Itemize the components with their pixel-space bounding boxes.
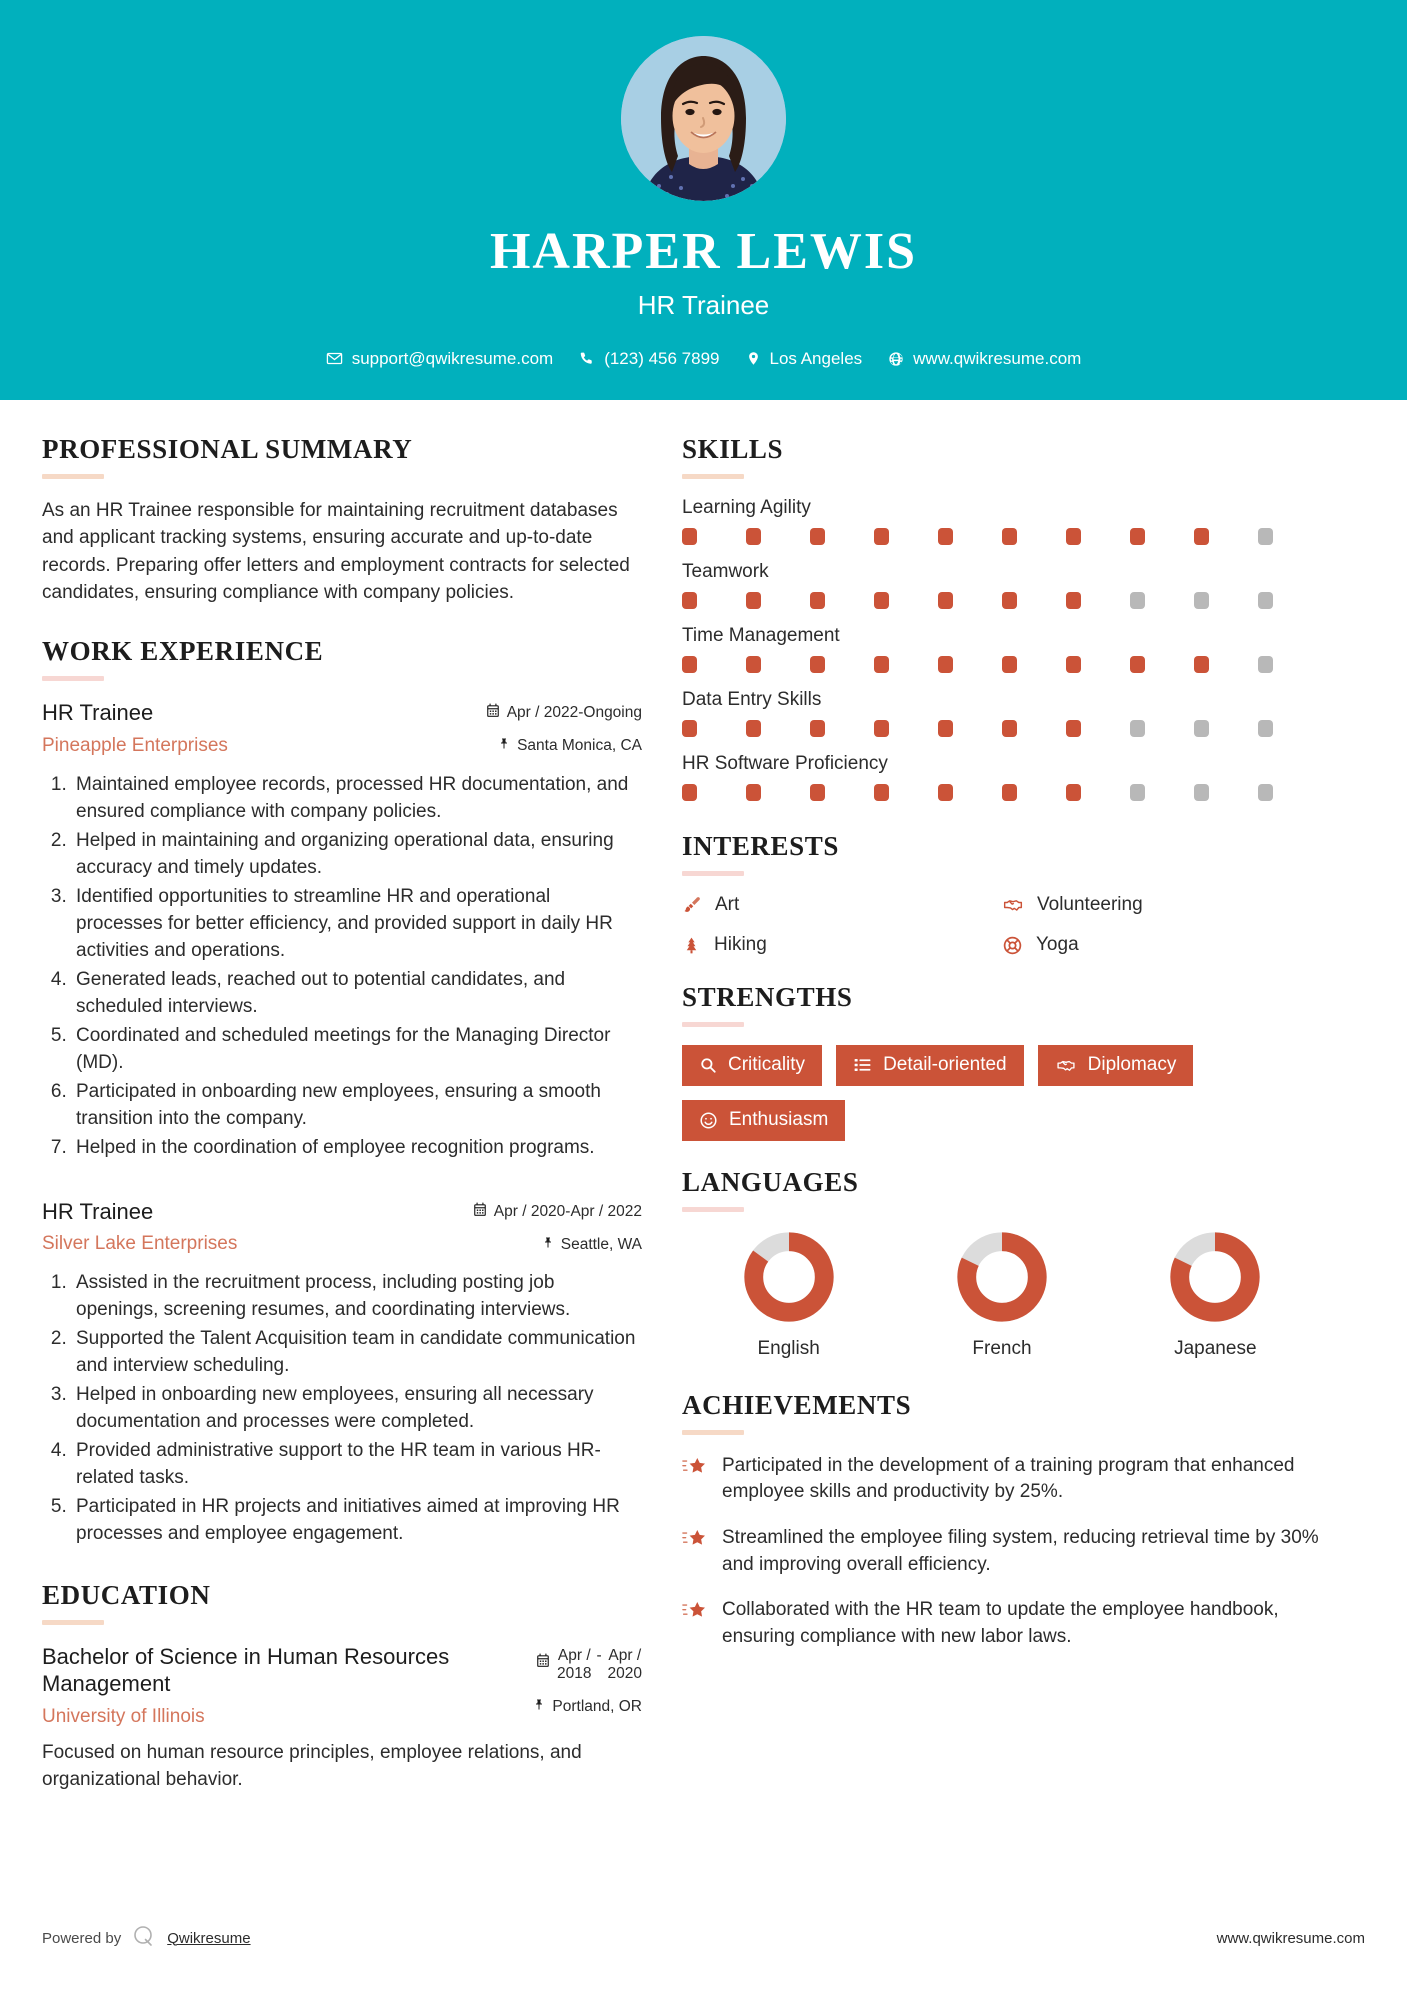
skill-dot	[1130, 720, 1145, 737]
skill-dot	[810, 720, 825, 737]
work-entry	[42, 699, 642, 1161]
skill-dot	[1194, 592, 1209, 609]
section-title-interests: INTERESTS	[682, 831, 839, 861]
skill-rating	[682, 592, 1322, 609]
skill-item	[682, 497, 1322, 545]
skill-dot	[874, 656, 889, 673]
skill-dot	[1002, 528, 1017, 545]
section-title-languages: LANGUAGES	[682, 1166, 859, 1197]
work-bullets	[42, 772, 642, 1162]
section-rule	[682, 1430, 744, 1435]
skill-item	[682, 625, 1322, 673]
skill-dot	[874, 592, 889, 609]
resume-header	[0, 0, 1407, 400]
section-title-skills: SKILLS	[682, 434, 784, 464]
page-title: HARPER LEWIS	[489, 223, 918, 280]
work-bullets	[42, 1270, 642, 1548]
education-entry-right	[533, 1643, 642, 1717]
work-company: Silver Lake Enterprises	[42, 1233, 238, 1254]
work-entry-left	[42, 1198, 473, 1256]
list-item: 2. Supported the Talent Acquisition team in candidate communication and interview scheduling.	[72, 1326, 642, 1380]
language-label: Japanese	[1174, 1337, 1257, 1359]
pin-icon	[542, 1235, 554, 1255]
language-item	[1109, 1230, 1322, 1360]
pin-icon	[533, 1697, 545, 1717]
skill-dot	[1258, 528, 1273, 545]
strength-diplomacy	[1038, 1045, 1194, 1086]
header-job-title: HR Trainee	[637, 289, 770, 320]
spacer	[42, 606, 642, 636]
skill-dot	[1194, 720, 1209, 737]
list-item: 7. Helped in the coordination of employee recognition programs.	[72, 1135, 642, 1162]
education-degree: Bachelor of Science in Human Resources Management	[42, 1643, 450, 1697]
globe-icon	[888, 351, 904, 367]
skill-dot	[682, 528, 697, 545]
list-item: 1. Maintained employee records, processed HR documentation, and ensured compliance with company policies.	[72, 772, 642, 826]
work-location	[486, 736, 642, 756]
skill-dot	[682, 720, 697, 737]
strength-label: Detail-oriented	[883, 1054, 1007, 1075]
interest-volunteering	[1002, 894, 1322, 916]
skill-dot	[938, 720, 953, 737]
skill-dot	[1002, 784, 1017, 801]
powered-by	[42, 1924, 251, 1952]
skill-label: Teamwork	[682, 561, 769, 582]
work-dates-text: Apr / 2022-Ongoing	[506, 704, 642, 722]
spacer	[682, 956, 1322, 982]
section-rule	[682, 871, 744, 876]
list-item: 2. Helped in maintaining and organizing operational data, ensuring accuracy and timely updates.	[72, 828, 642, 882]
star-icon	[682, 1453, 708, 1478]
skill-dot	[1066, 656, 1081, 673]
skill-dot	[682, 592, 697, 609]
contact-email[interactable]	[326, 349, 554, 369]
skill-dot	[746, 720, 761, 737]
strengths-list	[682, 1045, 1322, 1141]
section-languages	[682, 1167, 1322, 1360]
work-company: Pineapple Enterprises	[42, 734, 228, 756]
work-entry-head	[42, 699, 642, 757]
skill-dot	[682, 656, 697, 673]
language-donut	[955, 1230, 1049, 1324]
section-strengths	[682, 982, 1322, 1141]
handshake-icon	[1055, 1056, 1077, 1075]
spacer	[42, 1550, 642, 1580]
skill-label: HR Software Proficiency	[682, 753, 888, 774]
interests-grid	[682, 894, 1322, 956]
strength-label: Criticality	[728, 1054, 806, 1075]
skill-dot	[1130, 784, 1145, 801]
contact-phone[interactable]	[579, 349, 719, 369]
list-item: 4. Generated leads, reached out to potential candidates, and scheduled interviews.	[72, 967, 642, 1021]
skill-dot	[746, 528, 761, 545]
work-entry-head	[42, 1198, 642, 1256]
tree-icon	[682, 935, 701, 956]
skill-dot	[746, 784, 761, 801]
skill-item	[682, 561, 1322, 609]
skill-item	[682, 689, 1322, 737]
education-date-start	[557, 1647, 591, 1684]
achievement-text: Participated in the development of a training program that enhanced employee skills and productivity by 25%.	[722, 1454, 1295, 1503]
list-item: 6. Participated in onboarding new employees, ensuring a smooth transition into the company.	[72, 1079, 642, 1133]
contact-location[interactable]	[746, 349, 863, 369]
section-title-summary: PROFESSIONAL SUMMARY	[42, 434, 413, 464]
education-dates	[533, 1647, 642, 1684]
language-label: French	[972, 1337, 1032, 1359]
skill-dot	[1194, 784, 1209, 801]
section-rule	[682, 1022, 744, 1027]
list-item: 3. Helped in onboarding new employees, ensuring all necessary documentation and processes were completed.	[72, 1382, 642, 1436]
calendar-icon	[486, 703, 500, 723]
work-entry-right	[473, 1198, 642, 1255]
contact-row	[0, 349, 1407, 369]
section-rule	[682, 1207, 744, 1212]
skill-dot	[874, 784, 889, 801]
education-school: University of Illinois	[42, 1705, 205, 1727]
skill-label: Data Entry Skills	[682, 689, 822, 710]
skill-dot	[1258, 592, 1273, 609]
resume-body	[0, 400, 1407, 1794]
section-title-work: WORK EXPERIENCE	[42, 636, 324, 667]
work-location	[473, 1235, 642, 1255]
skill-dot	[1066, 528, 1081, 545]
strength-label: Diplomacy	[1087, 1054, 1177, 1075]
avatar	[621, 36, 786, 201]
work-location-text: Santa Monica, CA	[517, 737, 642, 755]
skill-label: Time Management	[682, 625, 840, 646]
education-entry-head	[42, 1643, 642, 1728]
language-item	[895, 1230, 1108, 1360]
section-work-experience	[42, 636, 642, 1547]
contact-email-text: support@qwikresume.com	[351, 348, 554, 368]
skill-dot	[1194, 656, 1209, 673]
list-item: 5. Participated in HR projects and initiatives aimed at improving HR processes and employee engagement.	[72, 1494, 642, 1548]
work-entry-left	[42, 699, 486, 757]
interest-label: Hiking	[714, 934, 767, 955]
interest-hiking	[682, 934, 1002, 956]
summary-text: As an HR Trainee responsible for maintaining recruitment databases and applicant tracking systems, ensuring accurate and up-to-date records. Preparing offer letters and employment contracts for selected candidates, ensuring compliance with company policies.	[42, 500, 630, 604]
list-item: 5. Coordinated and scheduled meetings for the Managing Director (MD).	[72, 1023, 642, 1077]
avatar-photo	[621, 36, 786, 201]
interest-label: Yoga	[1036, 934, 1079, 955]
skill-dot	[1130, 528, 1145, 545]
skill-item	[682, 753, 1322, 801]
skill-rating	[682, 528, 1322, 545]
language-donut	[742, 1230, 836, 1324]
skill-dot	[938, 784, 953, 801]
education-description: Focused on human resource principles, employee relations, and organizational behavior.	[42, 1741, 582, 1790]
work-role: HR Trainee	[42, 1198, 154, 1224]
skill-dot	[938, 528, 953, 545]
achievement-text: Streamlined the employee filing system, reducing retrieval time by 30% and improving overall efficiency.	[722, 1526, 1319, 1575]
phone-icon	[579, 351, 595, 367]
star-icon	[682, 1597, 708, 1622]
achievement-text: Collaborated with the HR team to update the employee handbook, ensuring compliance with new labor laws.	[722, 1599, 1279, 1647]
skill-dot	[810, 592, 825, 609]
section-interests	[682, 831, 1322, 956]
education-dates-text	[557, 1647, 642, 1684]
search-icon	[699, 1056, 717, 1074]
skill-dot	[746, 592, 761, 609]
list-item: 3. Identified opportunities to streamline HR and operational processes for better efficiency, and provided support in daily HR activities and operations.	[72, 884, 642, 965]
achievements-list	[682, 1453, 1322, 1651]
skill-dot	[874, 720, 889, 737]
achievement-item	[682, 1597, 1322, 1650]
work-dates	[486, 703, 642, 723]
skill-rating	[682, 784, 1322, 801]
strength-enthusiasm	[682, 1100, 845, 1141]
education-location	[533, 1697, 642, 1717]
work-dates-text: Apr / 2020-Apr / 2022	[493, 1202, 642, 1220]
page-footer	[0, 1924, 1407, 1952]
section-rule	[42, 1620, 104, 1625]
work-entry-right	[486, 699, 642, 756]
skill-dot	[1002, 656, 1017, 673]
section-professional-summary	[42, 434, 642, 606]
footer-url[interactable]: www.qwikresume.com	[1216, 1929, 1365, 1947]
interest-yoga	[1002, 934, 1322, 956]
lifebuoy-icon	[1002, 935, 1023, 956]
skill-dot	[1066, 784, 1081, 801]
skill-dot	[874, 528, 889, 545]
work-location-text: Seattle, WA	[560, 1235, 642, 1253]
skill-dot	[810, 528, 825, 545]
spacer	[682, 1360, 1322, 1390]
interest-label: Volunteering	[1037, 894, 1143, 915]
education-entry	[42, 1643, 642, 1794]
star-icon	[682, 1525, 708, 1550]
section-rule	[682, 474, 744, 479]
spacer	[682, 817, 1322, 831]
education-date-start-year: 2018	[557, 1665, 592, 1683]
section-rule	[42, 676, 104, 681]
interest-label: Art	[715, 894, 740, 915]
qwikresume-logo-icon	[132, 1924, 156, 1952]
contact-website-text: www.qwikresume.com	[913, 348, 1082, 368]
education-location-text: Portland, OR	[552, 1697, 642, 1715]
paintbrush-icon	[682, 895, 702, 915]
skill-dot	[1194, 528, 1209, 545]
skill-dot	[810, 784, 825, 801]
contact-location-text: Los Angeles	[769, 348, 863, 368]
left-column	[42, 434, 642, 1794]
skill-dot	[938, 656, 953, 673]
section-title-strengths: STRENGTHS	[682, 982, 853, 1012]
work-entry	[42, 1198, 642, 1548]
strength-detail-oriented	[836, 1045, 1024, 1086]
skill-label: Learning Agility	[682, 497, 811, 518]
smiley-icon	[699, 1111, 718, 1130]
envelope-icon	[326, 350, 343, 367]
education-entry-left	[42, 1643, 533, 1728]
spacer	[42, 1164, 642, 1198]
spacer	[682, 1141, 1322, 1167]
skill-dot	[1130, 656, 1145, 673]
education-date-start-month: Apr /	[557, 1646, 591, 1664]
section-title-achievements: ACHIEVEMENTS	[682, 1389, 912, 1420]
skill-dot	[1130, 592, 1145, 609]
education-date-end	[608, 1647, 642, 1684]
skill-dot	[1258, 784, 1273, 801]
right-column	[682, 434, 1322, 1794]
skill-dot	[746, 656, 761, 673]
contact-website[interactable]	[888, 349, 1081, 369]
calendar-icon	[536, 1647, 550, 1673]
skill-dot	[1002, 720, 1017, 737]
skill-dot	[682, 784, 697, 801]
skills-list	[682, 497, 1322, 801]
section-title-education: EDUCATION	[42, 1579, 211, 1610]
interest-art	[682, 894, 1002, 916]
powered-by-label: Powered by	[42, 1929, 122, 1947]
education-date-end-month: Apr /	[608, 1646, 642, 1664]
achievement-item	[682, 1453, 1322, 1506]
languages-row	[682, 1230, 1322, 1360]
strength-criticality	[682, 1045, 822, 1086]
language-item	[682, 1230, 895, 1360]
qwikresume-link[interactable]: Qwikresume	[167, 1929, 251, 1947]
pin-icon	[498, 736, 510, 756]
skill-dot	[938, 592, 953, 609]
location-pin-icon	[746, 350, 761, 367]
language-label: English	[757, 1337, 820, 1359]
section-achievements	[682, 1390, 1322, 1651]
work-role: HR Trainee	[42, 700, 154, 726]
list-item: 4. Provided administrative support to the HR team in various HR-related tasks.	[72, 1438, 642, 1492]
strength-label: Enthusiasm	[729, 1108, 829, 1130]
skill-dot	[1258, 656, 1273, 673]
achievement-item	[682, 1525, 1322, 1578]
skill-dot	[1002, 592, 1017, 609]
calendar-icon	[473, 1202, 487, 1222]
skill-dot	[1258, 720, 1273, 737]
skill-dot	[1066, 592, 1081, 609]
skill-dot	[1066, 720, 1081, 737]
handshake-icon	[1002, 895, 1024, 915]
skill-dot	[810, 656, 825, 673]
skill-rating	[682, 720, 1322, 737]
work-dates	[473, 1202, 642, 1222]
education-date-end-year: 2020	[607, 1665, 642, 1683]
list-item: 1. Assisted in the recruitment process, including posting job openings, screening resumes, and coordinating interviews.	[72, 1270, 642, 1324]
contact-phone-text: (123) 456 7899	[604, 348, 720, 368]
section-skills	[682, 434, 1322, 801]
list-icon	[853, 1056, 872, 1074]
section-rule	[42, 474, 104, 479]
section-education	[42, 1580, 642, 1794]
language-donut	[1168, 1230, 1262, 1324]
skill-rating	[682, 656, 1322, 673]
